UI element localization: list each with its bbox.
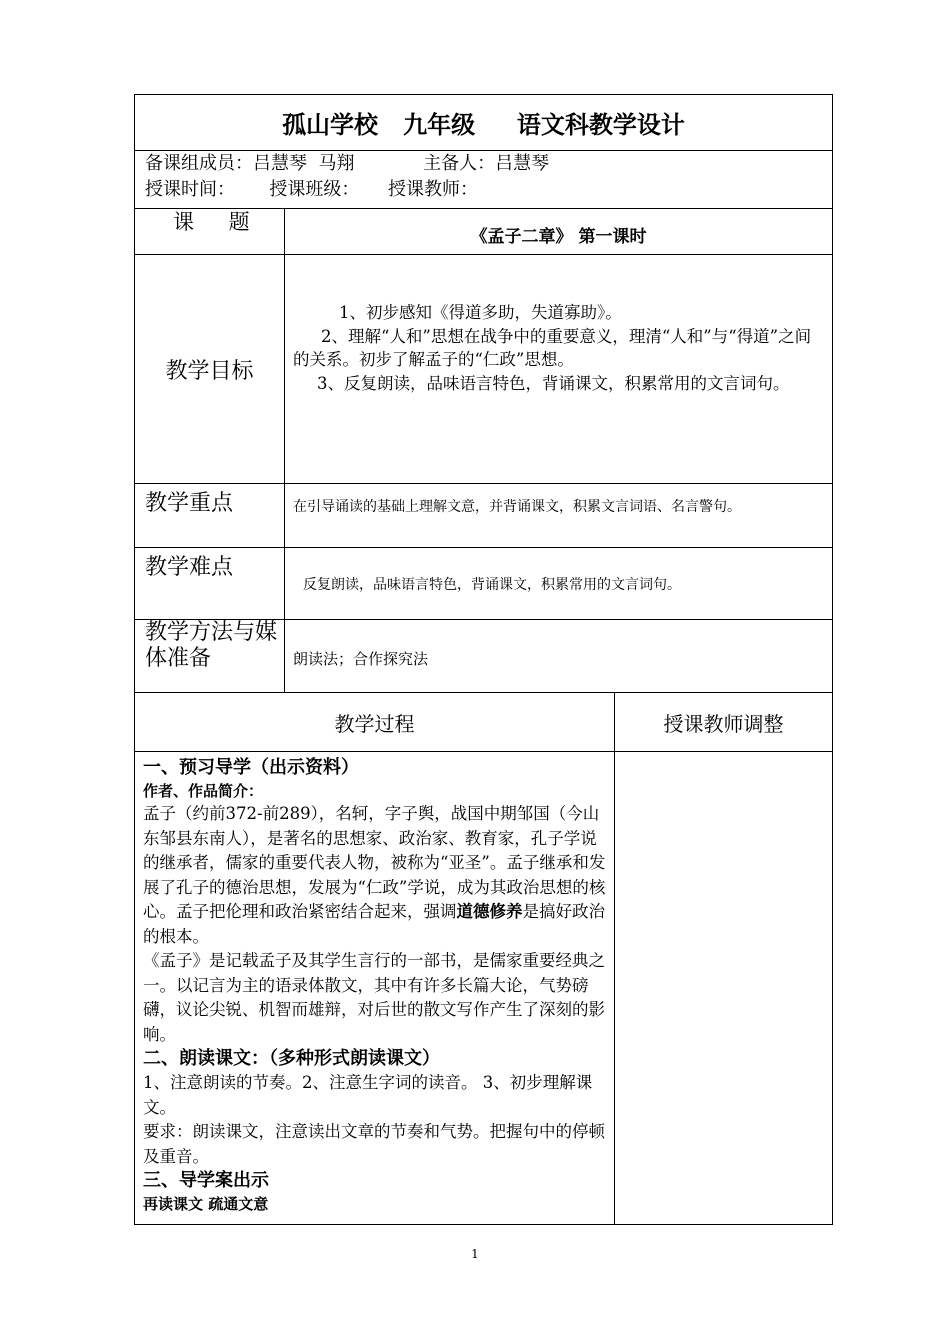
method-row	[134, 619, 833, 692]
adjustment-cell	[615, 752, 832, 1224]
difficulties-label: 教学难点	[135, 548, 285, 619]
class-label: 授课班级：	[269, 179, 360, 200]
adjustment-header: 授课教师调整	[663, 711, 784, 736]
section-3-title: 三、导学案出示	[143, 1170, 269, 1191]
topic-value: 《孟子二章》 第一课时	[470, 227, 647, 247]
section-1-subtitle: 作者、作品简介：	[143, 782, 264, 800]
goals-label: 教学目标	[135, 255, 285, 483]
school-name: 孤山学校	[282, 111, 379, 139]
method-label: 教学方法与媒体准备	[135, 620, 285, 692]
goal-item: 2、理解“人和”思想在战争中的重要意义，理清“人和”与“得道”之间的关系。初步了解孟子的“仁政”思想。	[293, 326, 812, 369]
author-intro: 孟子（约前372-前289），名轲，字子舆，战国中期邹国（今山东邹县东南人），是著名的思想家、政治家、教育家，孔子学说的继承者，儒家的重要代表人物，被称为“亚圣”。孟子继承和发展了孔子的德治思想，发展为“仁政”学说，成为其政治思想的核心。孟子把伦理和政治紧密结合起来，强调道德修养是搞好政治的根本。	[143, 804, 606, 946]
page-number: 1	[471, 1247, 479, 1261]
goal-item: 3、反复朗读，品味语言特色，背诵课文，积累常用的文言词句。	[317, 373, 790, 393]
topic-label: 课 题	[135, 209, 285, 254]
book-intro: 《孟子》是记载孟子及其学生言行的一部书，是儒家重要经典之一。以记言为主的语录体散文，其中有许多长篇大论，气势磅礴，议论尖锐、机智而雄辩，对后世的散文写作产生了深刻的影响。	[143, 951, 605, 1044]
reading-requirements: 要求：朗读课文，注意读出文章的节奏和气势。把握句中的停顿及重音。	[143, 1122, 605, 1166]
teacher-label: 授课教师：	[387, 179, 478, 200]
reading-steps: 1、注意朗读的节奏。2、注意生字词的读音。 3、初步理解课文。	[143, 1073, 593, 1117]
difficulties-row	[134, 547, 833, 619]
process-header-row	[134, 692, 833, 751]
goal-item: 1、初步感知《得道多助，失道寡助》。	[339, 303, 622, 322]
method-value: 朗读法；合作探究法	[293, 650, 429, 668]
section-1-title: 一、预习导学（出示资料）	[143, 757, 359, 778]
goals-row	[134, 254, 833, 483]
lead-value: 吕慧琴	[495, 153, 550, 174]
lesson-plan-table	[134, 94, 833, 1225]
lead-label: 主备人：	[423, 153, 496, 174]
process-header: 教学过程	[135, 693, 615, 751]
key-points-row	[134, 483, 833, 547]
grade: 九年级	[403, 111, 476, 139]
goals-list	[285, 255, 832, 483]
members-value: 吕慧琴 马翔	[253, 153, 355, 174]
subject-title: 语文科教学设计	[516, 111, 685, 139]
process-body-row	[134, 751, 833, 1225]
prep-line-2	[145, 177, 822, 203]
prep-info-row	[134, 150, 833, 208]
difficulties-value: 反复朗读，品味语言特色，背诵课文，积累常用的文言词句。	[303, 577, 681, 593]
time-label: 授课时间：	[145, 179, 235, 200]
section-2-title: 二、朗读课文：（多种形式朗读课文）	[143, 1048, 440, 1069]
topic-row	[134, 208, 833, 254]
members-label: 备课组成员：	[145, 153, 253, 174]
title-row	[134, 94, 833, 150]
key-points-value: 在引导诵读的基础上理解文意，并背诵课文，积累文言词语、名言警句。	[293, 499, 741, 515]
key-points-label: 教学重点	[135, 484, 285, 547]
section-3-subtitle: 再读课文 疏通文意	[143, 1195, 269, 1213]
process-content	[135, 752, 615, 1224]
prep-line-1	[145, 151, 822, 177]
emphasis-text: 道德修养	[456, 902, 523, 921]
